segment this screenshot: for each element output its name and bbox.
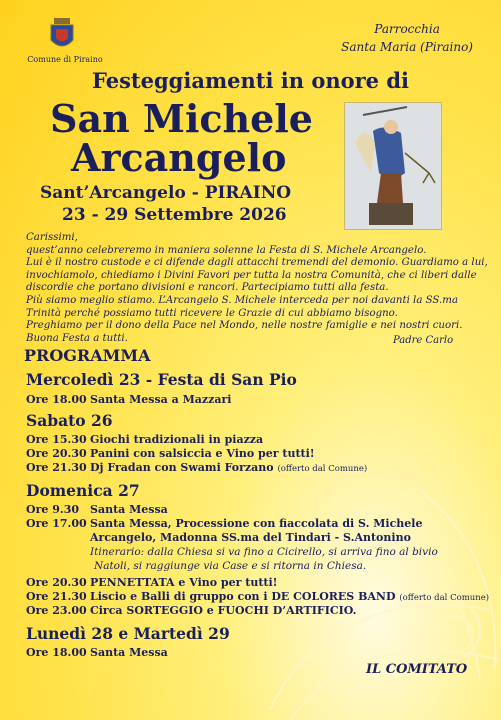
event-subtitle: Festeggiamenti in onore di <box>91 68 410 93</box>
schedule-item: Ore 20.30 PENNETTATA e Vino per tutti! <box>26 576 278 589</box>
parish-line-2: Santa Maria (Piraino) <box>341 40 473 54</box>
letter-line: Più siamo meglio stiamo. L’Arcangelo S. Michele interceda per noi davanti la SS.ma <box>26 294 459 306</box>
letter-line: Lui è il nostro custode e ci difende dagli attacchi tremendi del demonio. Guardiamo a lui, <box>26 257 488 269</box>
letter-line: Carissimi, <box>26 232 78 243</box>
day-heading-domenica: Domenica 27 <box>26 481 140 500</box>
committee-signature: IL COMITATO <box>366 662 468 677</box>
itinerary-line: Itinerario: dalla Chiesa si va fino a Cicirello, si arriva fino al bivio <box>90 546 438 558</box>
schedule-item: Ore 18.00 Santa Messa <box>26 646 168 659</box>
parish-line-1: Parrocchia <box>374 22 440 36</box>
programma-title: PROGRAMMA <box>24 346 151 365</box>
statue-photo <box>344 102 442 230</box>
saint-name-line-2: Arcangelo <box>71 135 287 180</box>
schedule-item: Ore 20.30 Panini con salsiccia e Vino per tutti! <box>26 447 315 460</box>
saint-name-line-1: San Michele <box>50 96 313 141</box>
schedule-item: Ore 21.30 Liscio e Balli di gruppo con i DE COLORES BAND (offerto dal Comune) <box>26 590 490 603</box>
schedule-item-continued: Arcangelo, Madonna SS.ma del Tindari - S.Antonino <box>90 531 411 544</box>
comune-label: Comune di Piraino <box>27 55 103 64</box>
day-heading-lunedi-martedi: Lunedì 28 e Martedì 29 <box>26 624 230 643</box>
schedule-item: Ore 21.30 Dj Fradan con Swami Forzano (offerto dal Comune) <box>26 461 368 474</box>
itinerary-line: Natoli, si raggiunge via Case e si ritorna in Chiesa. <box>94 560 367 572</box>
parish-label <box>341 20 473 56</box>
schedule-item: Ore 18.00 Santa Messa a Mazzari <box>26 393 232 406</box>
schedule-item: Ore 15.30 Giochi tradizionali in piazza <box>26 433 264 446</box>
schedule-item: Ore 9.30 Santa Messa <box>26 503 168 516</box>
event-dates: 23 - 29 Settembre 2026 <box>62 205 287 225</box>
day-heading-sabato: Sabato 26 <box>26 411 113 430</box>
letter-line: discordie che portano divisioni e rancori. Partecipiamo tutti alla festa. <box>26 282 389 294</box>
letter-line: invochiamolo, chiediamo i Divini Favori per tutta la nostra Comunità, che ci liberi dalle <box>26 269 477 281</box>
letter-line: Buona Festa a tutti. <box>26 332 128 344</box>
day-heading-mercoledi: Mercoledì 23 - Festa di San Pio <box>26 370 297 389</box>
letter-line: Preghiamo per il dono della Pace nel Mondo, nelle nostre famiglie e nei nostri cuori. <box>26 320 463 332</box>
letter-line: quest’anno celebreremo in maniera solenne la Festa di S. Michele Arcangelo. <box>26 244 427 256</box>
schedule-item: Ore 23.00 Circa SORTEGGIO e FUOCHI D’ARTIFICIO. <box>26 604 357 617</box>
pastor-letter <box>26 232 486 345</box>
municipal-crest-icon <box>48 18 76 52</box>
letter-signature: Padre Carlo <box>393 335 454 346</box>
letter-line: Trinità perché possiamo tutti ricevere le Grazie di cui abbiamo bisogno. <box>26 307 398 319</box>
event-place: Sant’Arcangelo - PIRAINO <box>40 183 292 203</box>
schedule-item: Ore 17.00 Santa Messa, Processione con fiaccolata di S. Michele <box>26 517 423 530</box>
